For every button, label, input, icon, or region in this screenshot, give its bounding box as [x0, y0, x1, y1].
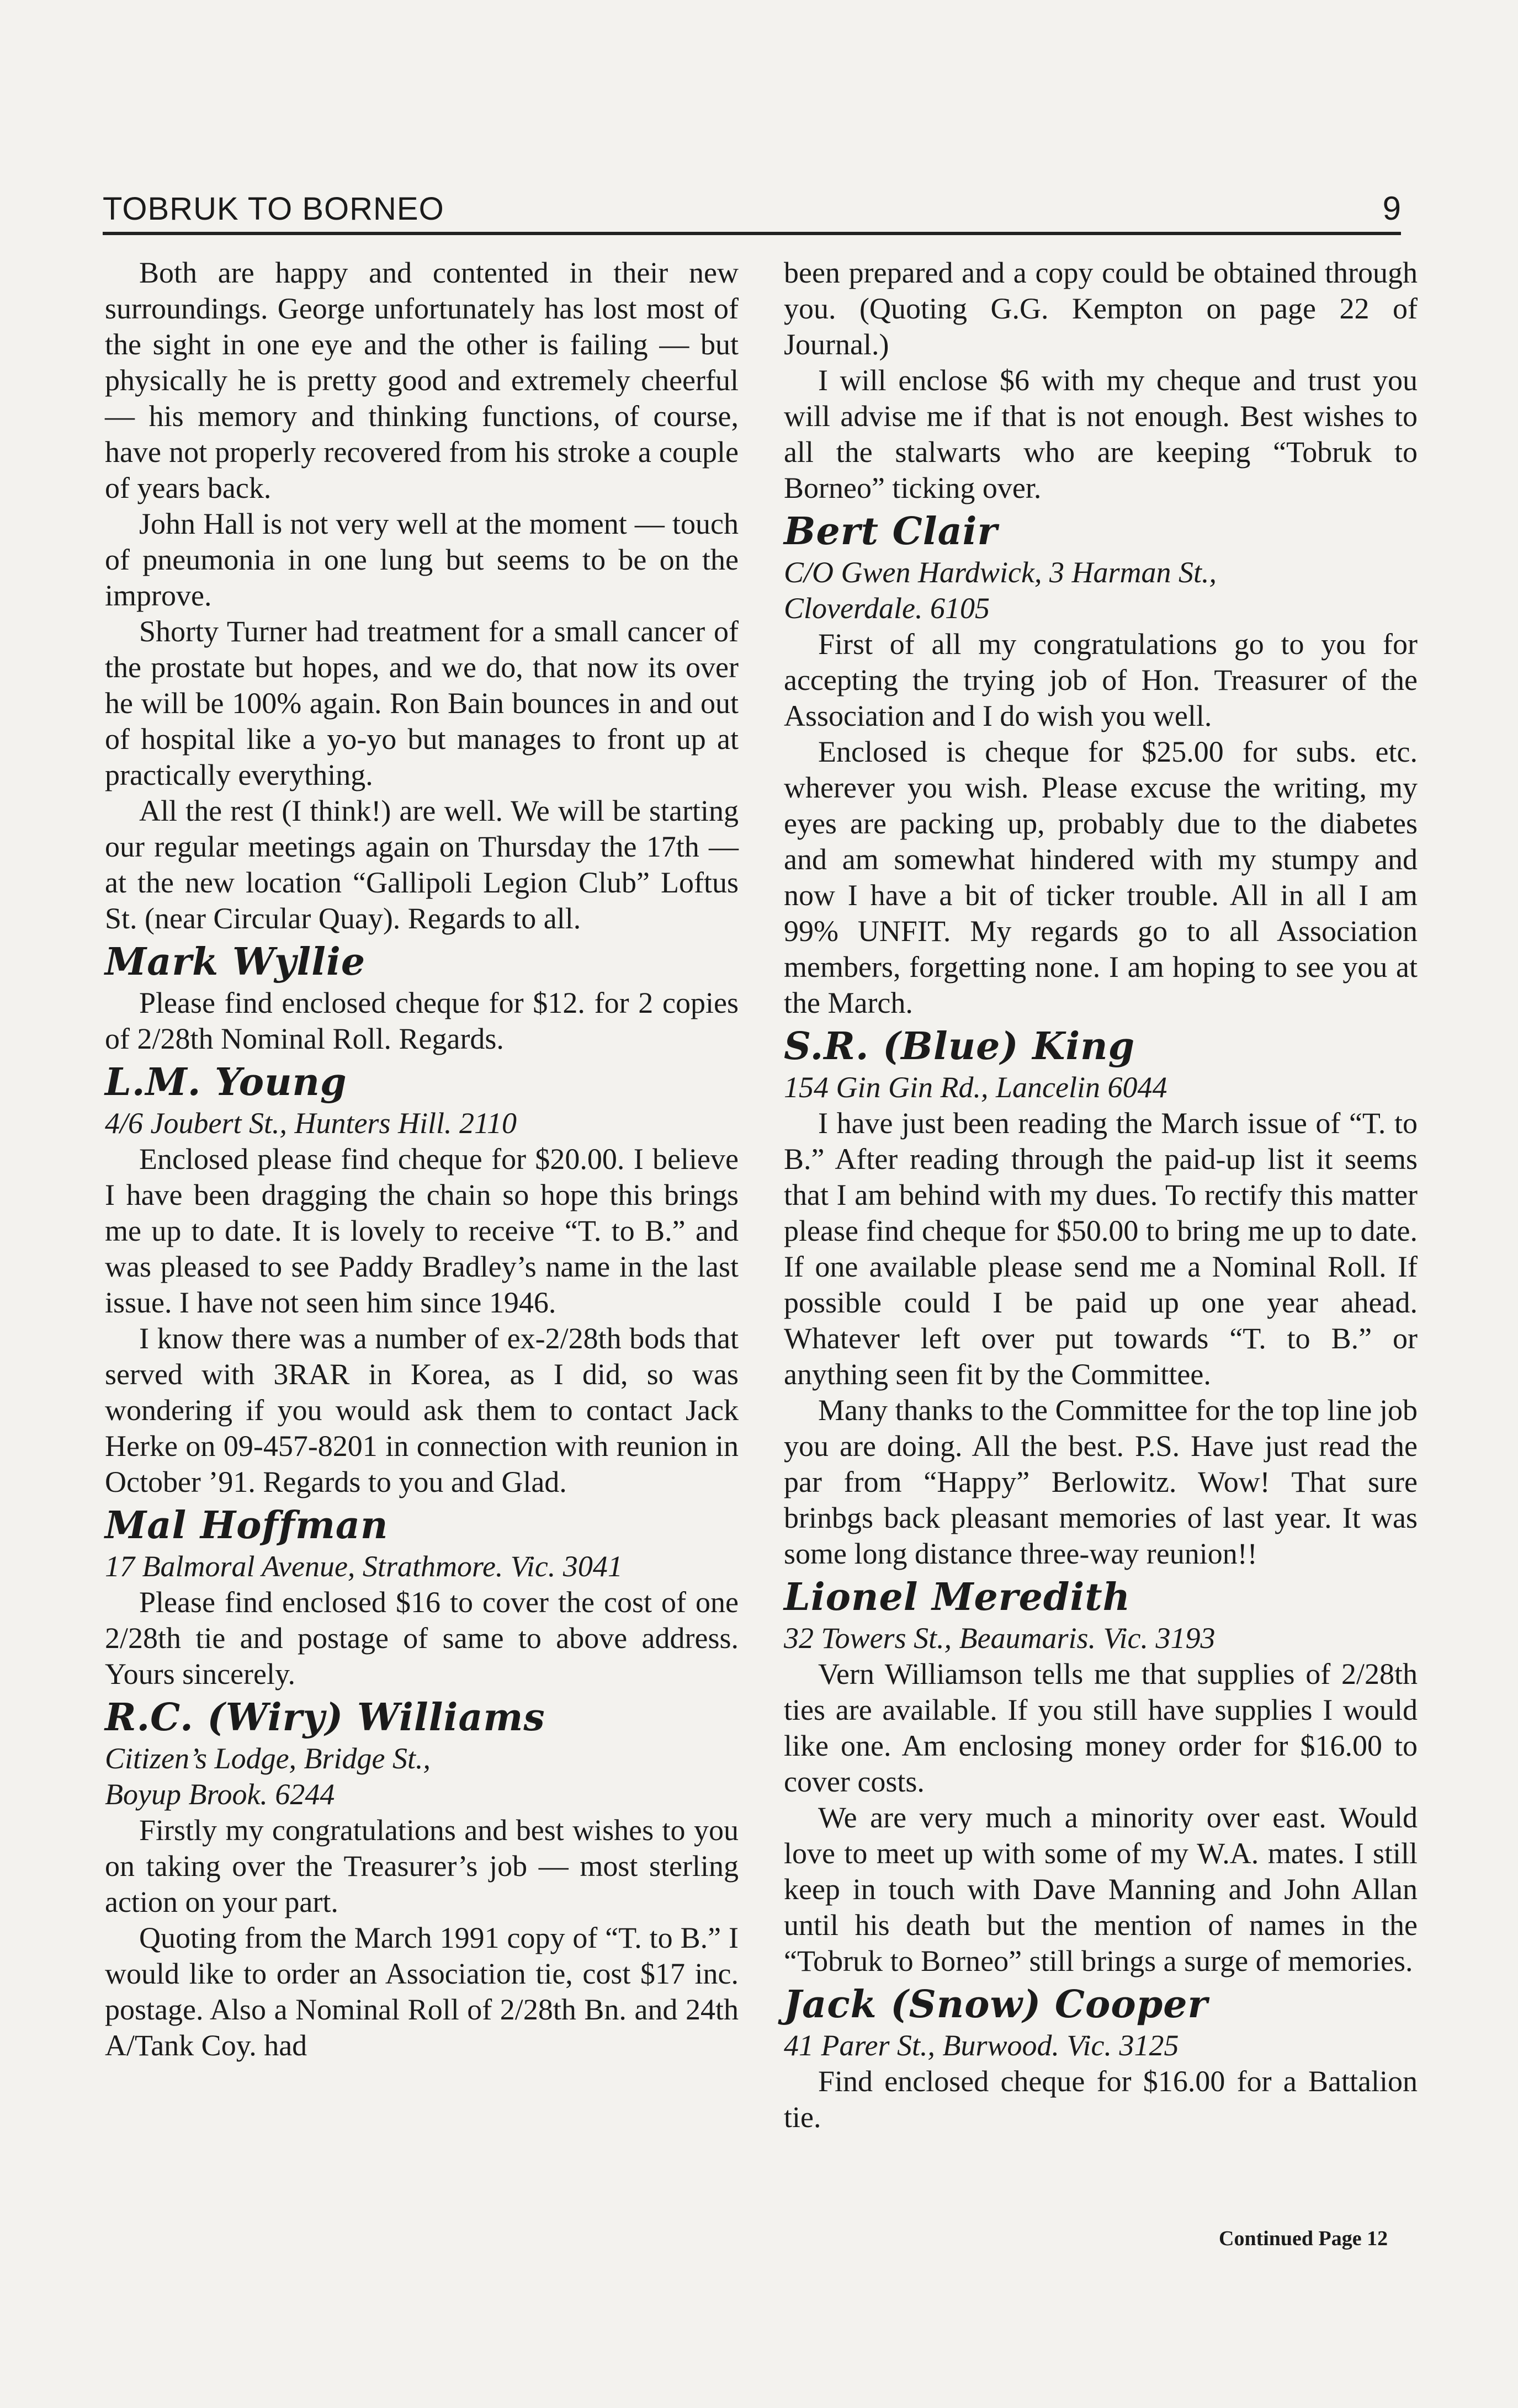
- letter-paragraph: I know there was a number of ex-2/28th bods that served with 3RAR in Korea, as I did, so was wondering if you would ask them to contact Jack Herke on 09-457-8201 in connection with reunion in October ’91. Regards to you and Glad.: [105, 1322, 739, 1498]
- letter-paragraph: Firstly my congratulations and best wishes to you on taking over the Treasurer’s job — most sterling action on your part.: [105, 1814, 739, 1918]
- body-paragraph: All the rest (I think!) are well. We will be starting our regular meetings again on Thursday the 17th — at the new location “Gallipoli Legion Club” Loftus St. (near Circular Quay). Regards to all.: [105, 794, 739, 935]
- letter-heading-hoffman: Mal Hoffman: [105, 1503, 389, 1548]
- running-header: [103, 184, 1401, 235]
- letter-paragraph: Enclosed is cheque for $25.00 for subs. etc. wherever you wish. Please excuse the writing, my eyes are packing up, probably due to the diabetes and am somewhat hindered with my stumpy and now I have a bit of ticker trouble. All in all I am 99% UNFIT. My regards go to all Association members, forgetting none. I am hoping to see you at the March.: [784, 735, 1418, 1019]
- letter-address: 17 Balmoral Avenue, Strathmore. Vic. 3041: [105, 1550, 623, 1583]
- letter-heading-meredith: Lionel Meredith: [784, 1575, 1131, 1619]
- letter-address: Cloverdale. 6105: [784, 592, 990, 625]
- left-column: [105, 255, 739, 2064]
- letter-paragraph: Please find enclosed $16 to cover the cost of one 2/28th tie and postage of same to above address. Yours sincerely.: [105, 1586, 739, 1691]
- letter-heading-king: S.R. (Blue) King: [784, 1024, 1135, 1069]
- letter-paragraph: Please find enclosed cheque for $12. for 2 copies of 2/28th Nominal Roll. Regards.: [105, 986, 739, 1055]
- right-column: [784, 255, 1418, 2135]
- letter-heading-wyllie: Mark Wyllie: [105, 940, 366, 984]
- letter-address: 4/6 Joubert St., Hunters Hill. 2110: [105, 1107, 517, 1140]
- letter-heading-cooper: Jack (Snow) Cooper: [784, 1982, 1208, 2027]
- letter-heading-clair: Bert Clair: [784, 509, 998, 554]
- continued-note: Continued Page 12: [1219, 2227, 1388, 2250]
- body-paragraph: I will enclose $6 with my cheque and trust you will advise me if that is not enough. Best wishes to all the stalwarts who are keeping “Tobruk to Borneo” ticking over.: [784, 364, 1418, 504]
- letter-address: 154 Gin Gin Rd., Lancelin 6044: [784, 1071, 1167, 1104]
- letter-paragraph: Enclosed please find cheque for $20.00. I believe I have been dragging the chain so hope this brings me up to date. It is lovely to receive “T. to B.” and was pleased to see Paddy Bradley’s name in the last issue. I have not seen him since 1946.: [105, 1142, 739, 1319]
- body-paragraph: been prepared and a copy could be obtained through you. (Quoting G.G. Kempton on page 22 of Journal.): [784, 256, 1418, 361]
- page-number: 9: [1382, 190, 1401, 227]
- body-paragraph: John Hall is not very well at the moment — touch of pneumonia in one lung but seems to be on the improve.: [105, 507, 739, 612]
- letter-paragraph: Find enclosed cheque for $16.00 for a Battalion tie.: [784, 2065, 1418, 2134]
- publication-title: TOBRUK TO BORNEO: [103, 191, 444, 227]
- letter-address: C/O Gwen Hardwick, 3 Harman St.,: [784, 556, 1217, 589]
- letter-heading-williams: R.C. (Wiry) Williams: [105, 1695, 545, 1740]
- letter-address: Citizen’s Lodge, Bridge St.,: [105, 1742, 431, 1775]
- letter-address: 32 Towers St., Beaumaris. Vic. 3193: [784, 1622, 1216, 1655]
- body-paragraph: Shorty Turner had treatment for a small cancer of the prostate but hopes, and we do, that now its over he will be 100% again. Ron Bain bounces in and out of hospital like a yo-yo but manages to front up at practically everything.: [105, 615, 739, 791]
- letter-paragraph: First of all my congratulations go to you for accepting the trying job of Hon. Treasurer of the Association and I do wish you well.: [784, 628, 1418, 732]
- letter-paragraph: I have just been reading the March issue of “T. to B.” After reading through the paid-up list it seems that I am behind with my dues. To rectify this matter please find cheque for $50.00 to bring me up to date. If one available please send me a Nominal Roll. If possible could I be paid up one year ahead. Whatever left over put towards “T. to B.” or anything seen fit by the Committee.: [784, 1107, 1418, 1391]
- letter-heading-young: L.M. Young: [105, 1060, 347, 1104]
- letter-address: 41 Parer St., Burwood. Vic. 3125: [784, 2029, 1179, 2062]
- letter-paragraph: Many thanks to the Committee for the top line job you are doing. All the best. P.S. Have just read the par from “Happy” Berlowitz. Wow! That sure brinbgs back pleasant memories of last year. It was some long distance three-way reunion!!: [784, 1394, 1418, 1570]
- body-paragraph: Both are happy and contented in their new surroundings. George unfortunately has lost most of the sight in one eye and the other is failing — but physically he is pretty good and extremely cheerful — his memory and thinking functions, of course, have not properly recovered from his stroke a couple of years back.: [105, 256, 739, 504]
- letter-paragraph: Vern Williamson tells me that supplies of 2/28th ties are available. If you still have supplies I would like one. Am enclosing money order for $16.00 to cover costs.: [784, 1657, 1418, 1798]
- letter-paragraph: We are very much a minority over east. Would love to meet up with some of my W.A. mates. I still keep in touch with Dave Manning and John Allan until his death but the mention of names in the “Tobruk to Borneo” still brings a surge of memories.: [784, 1801, 1418, 1978]
- letter-paragraph: Quoting from the March 1991 copy of “T. to B.” I would like to order an Association tie, cost $17 inc. postage. Also a Nominal Roll of 2/28th Bn. and 24th A/Tank Coy. had: [105, 1921, 739, 2062]
- letter-address: Boyup Brook. 6244: [105, 1778, 335, 1811]
